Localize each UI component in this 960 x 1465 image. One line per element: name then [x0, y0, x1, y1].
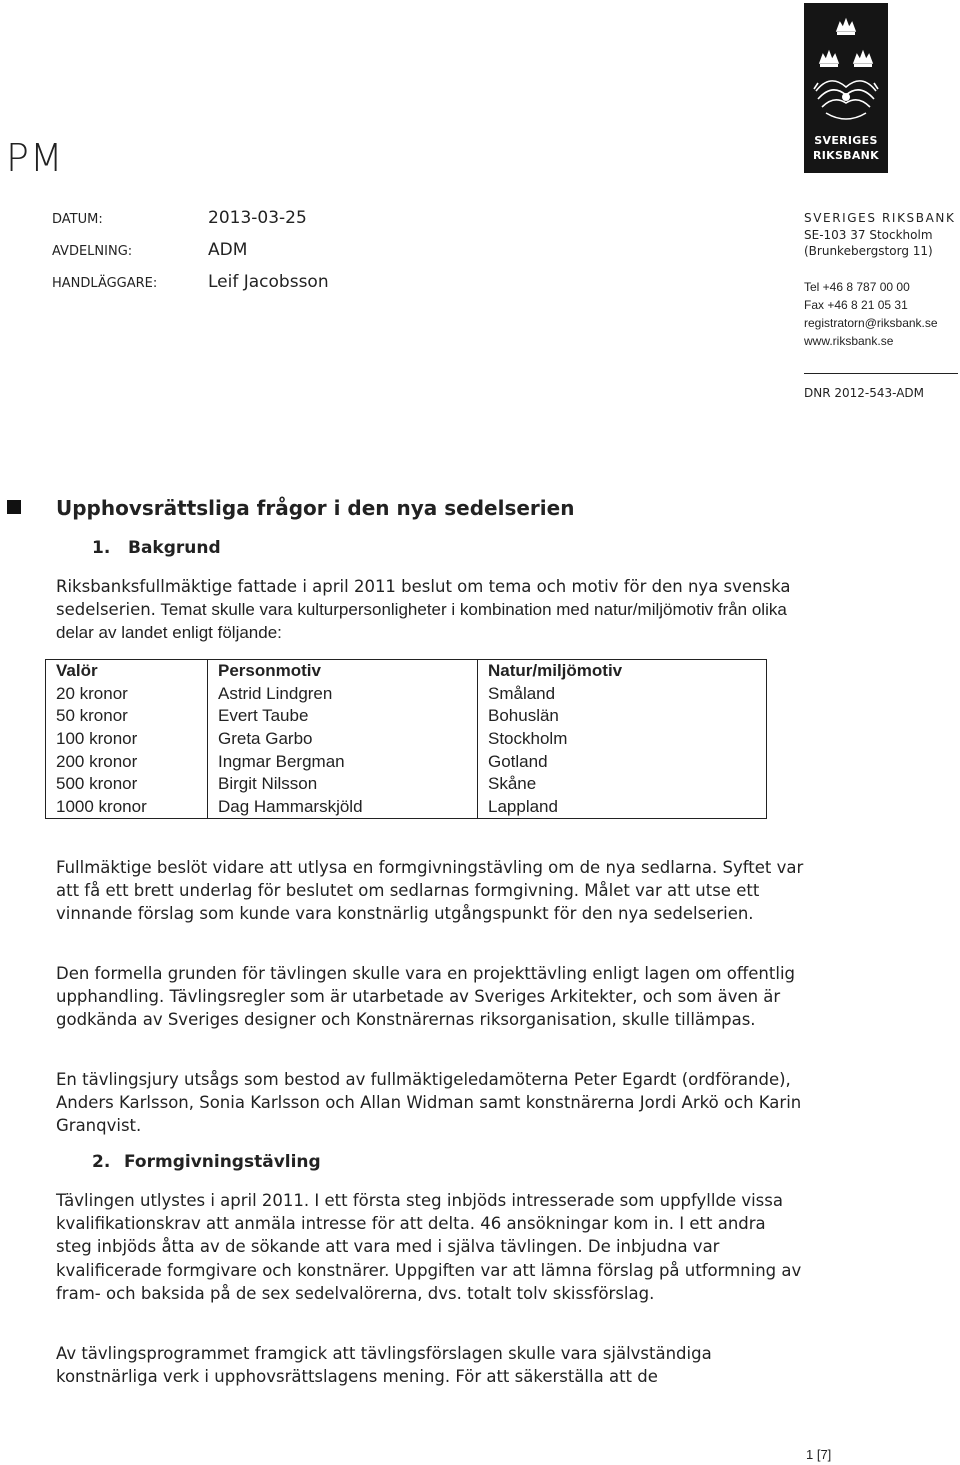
paragraph-competition-process: Tävlingen utlystes i april 2011. I ett första steg inbjöds intresserade som uppfyllde vissa kvalifikationskrav att anmäla intresse för att delta. 46 ansökningar kom in. I ett andra steg inbjöds åtta av de sökande att vara med i själva tävlingen. De inbjudna var kvalificerade formgivare och konstnärer. Uppgiften var att lämna förslag på utformning av fram- och baksida på de sex sedelvalörerna, dvs. totalt tolv skissförslag.	[56, 1191, 802, 1303]
column-header-nature: Natur/miljömotiv	[488, 661, 623, 681]
cell-denomination: 200 kronor	[46, 750, 208, 773]
page-number: 1 [7]	[806, 1447, 832, 1462]
dnr-number: DNR 2012-543-ADM	[804, 386, 925, 400]
banknote-motif-table	[45, 659, 767, 819]
email-link[interactable]: registratorn@riksbank.se	[804, 316, 938, 330]
cell-person: Dag Hammarskjöld	[208, 796, 478, 819]
table-row	[46, 705, 767, 728]
paragraph-copyright: Av tävlingsprogrammet framgick att tävlingsförslagen skulle vara självständiga konstnärliga verk i upphovsrättslagens mening. För att säkerställa att de	[56, 1344, 712, 1387]
meta-value-department: ADM	[208, 240, 248, 260]
meta-value-handler: Leif Jacobsson	[208, 272, 329, 292]
heading-bullet-icon	[7, 500, 21, 514]
phone-number: Tel +46 8 787 00 00	[804, 280, 910, 294]
cell-person: Greta Garbo	[208, 728, 478, 751]
cell-person: Birgit Nilsson	[208, 773, 478, 796]
table-row	[46, 683, 767, 706]
paragraph-formal-basis: Den formella grunden för tävlingen skulle vara en projekttävling enligt lagen om offentlig upphandling. Tävlingsregler som är utarbetade av Sveriges Arkitekter, och som även är godkända av Sveriges designer och Konstnärernas riksorganisation, skulle tillämpas.	[56, 964, 795, 1030]
cell-denomination: 1000 kronor	[46, 796, 208, 819]
logo-text-riksbank: RIKSBANK	[812, 149, 880, 162]
cell-denomination: 500 kronor	[46, 773, 208, 796]
table-row	[46, 750, 767, 773]
cell-nature: Småland	[488, 683, 556, 703]
intro-text-b: Temat skulle vara kulturpersonligheter i kombination med natur/miljömotiv från olika delar av landet enligt följande:	[56, 600, 787, 643]
cell-nature: Bohuslän	[488, 706, 559, 726]
cell-person: Astrid Lindgren	[208, 683, 478, 706]
paragraph-competition-decision: Fullmäktige beslöt vidare att utlysa en formgivningstävling om de nya sedlarna. Syftet var att få ett brett underlag för beslutet om sedlarnas formgivning. Målet var att utse ett vinnande förslag som kunde vara konstnärlig utgångspunkt för den nya sedelserien.	[56, 858, 804, 924]
intro-text-a: Riksbanksfullmäktige fattade i april 2011 beslut om tema och motiv för den nya svenska sedelserien.	[56, 577, 791, 620]
section-title: Bakgrund	[128, 538, 221, 558]
column-header-denomination: Valör	[46, 660, 208, 683]
meta-label-date: DATUM:	[52, 212, 103, 227]
postal-address: SE-103 37 Stockholm	[804, 228, 933, 242]
fax-number: Fax +46 8 21 05 31	[804, 298, 908, 312]
table-row	[46, 773, 767, 796]
street-address: (Brunkebergstorg 11)	[804, 244, 933, 258]
cell-denomination: 100 kronor	[46, 728, 208, 751]
table-row	[46, 728, 767, 751]
cell-person: Evert Taube	[208, 705, 478, 728]
table-row	[46, 796, 767, 819]
cell-nature: Lappland	[488, 796, 558, 816]
section-heading-2	[56, 1152, 321, 1172]
section-title: Formgivningstävling	[124, 1152, 321, 1172]
crown-emblem-icon	[804, 3, 888, 133]
table-header-row	[46, 660, 767, 683]
meta-label-handler: HANDLÄGGARE:	[52, 276, 158, 291]
meta-label-department: AVDELNING:	[52, 244, 133, 259]
section-heading-1	[56, 538, 221, 558]
paragraph-jury: En tävlingsjury utsågs som bestod av fullmäktigeledamöterna Peter Egardt (ordförande), Anders Karlsson, Sonia Karlsson och Allan Widman samt konstnärerna Jordi Arkö och Karin Granqvist.	[56, 1070, 802, 1136]
cell-nature: Skåne	[488, 774, 537, 794]
cell-denomination: 50 kronor	[46, 705, 208, 728]
cell-denomination: 20 kronor	[46, 683, 208, 706]
section-number: 2.	[92, 1152, 111, 1172]
intro-paragraph	[56, 575, 816, 645]
meta-value-date: 2013-03-25	[208, 208, 307, 228]
dnr-divider	[804, 373, 958, 374]
section-number: 1.	[92, 538, 111, 558]
cell-nature: Stockholm	[488, 729, 568, 749]
bank-name: SVERIGES RIKSBANK	[804, 211, 956, 225]
riksbank-logo	[804, 3, 888, 173]
logo-text-sveriges: SVERIGES	[814, 134, 878, 147]
website-link[interactable]: www.riksbank.se	[804, 334, 894, 348]
cell-nature: Gotland	[488, 751, 548, 771]
cell-person: Ingmar Bergman	[208, 750, 478, 773]
main-heading: Upphovsrättsliga frågor i den nya sedelserien	[56, 496, 575, 520]
column-header-person: Personmotiv	[208, 660, 478, 683]
document-title: PM	[6, 136, 64, 180]
